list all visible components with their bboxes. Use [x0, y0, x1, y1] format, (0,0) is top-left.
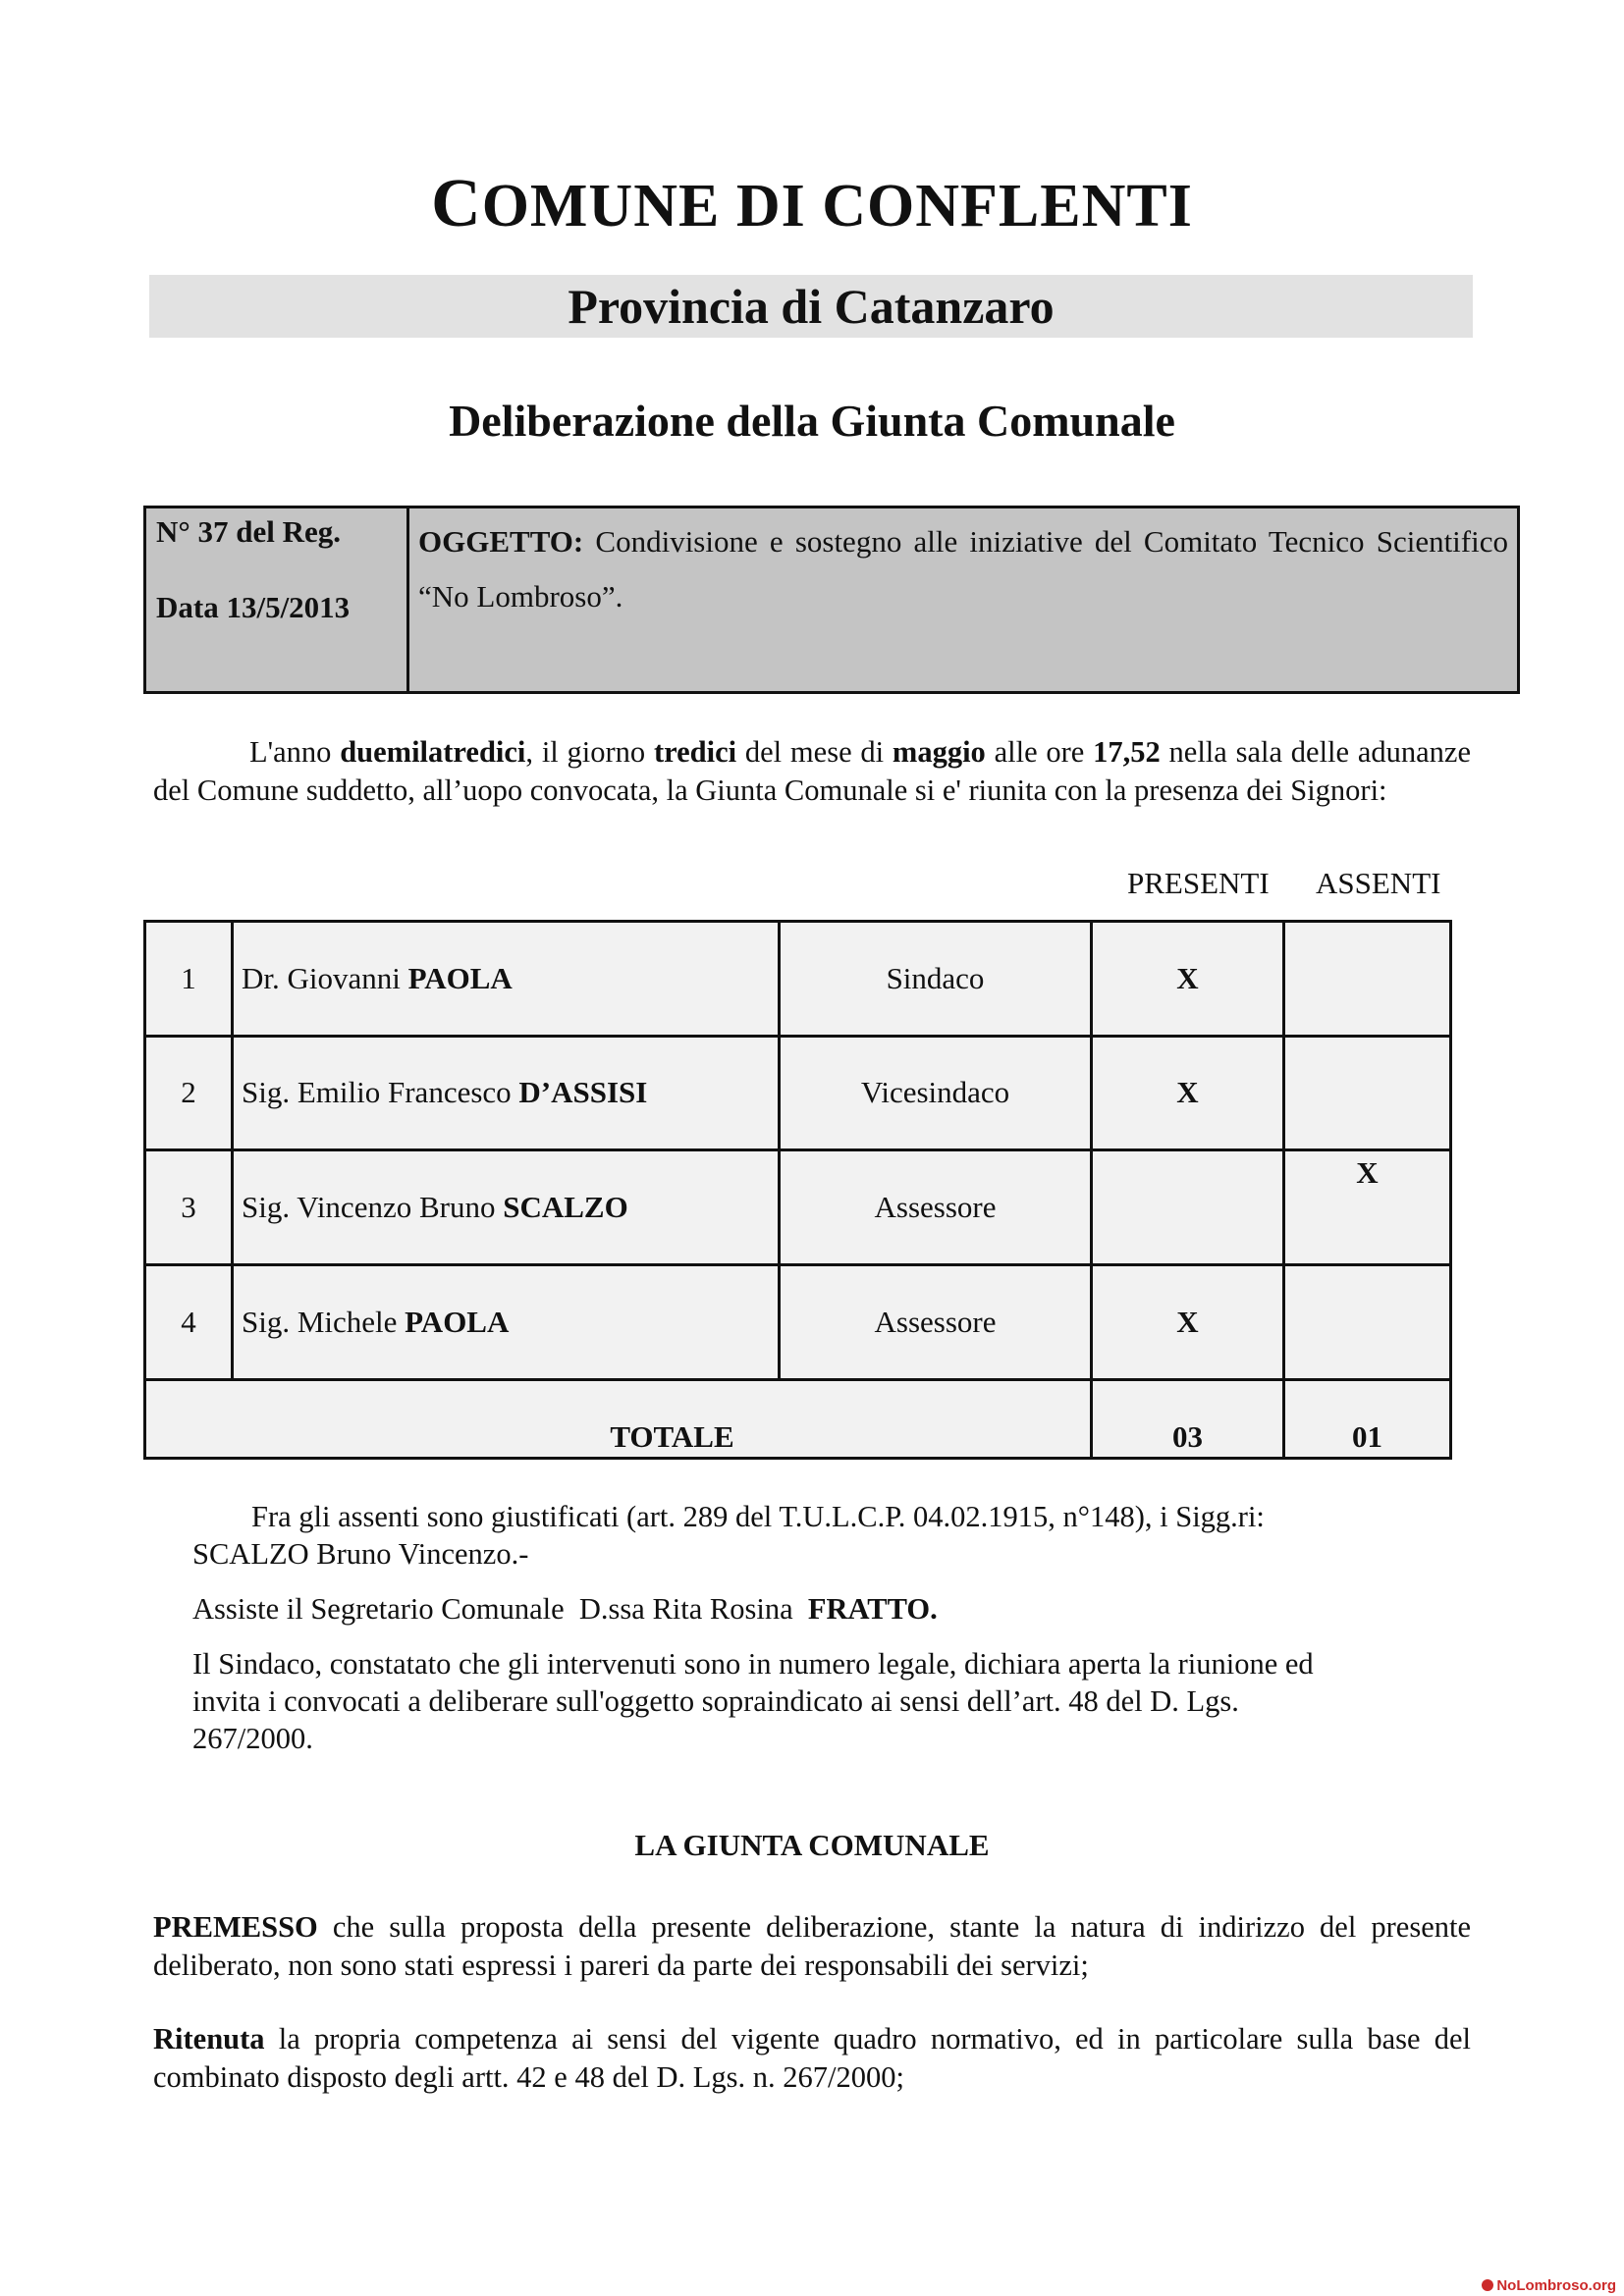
member-title: Sig. Emilio Francesco	[242, 1075, 519, 1110]
member-role: Assessore	[780, 1150, 1092, 1265]
provincia-band	[149, 275, 1473, 338]
premesso-paragraph	[153, 1908, 1471, 1985]
assente-mark: X	[1284, 1150, 1451, 1265]
sindaco-line-1: Il Sindaco, constatato che gli intervenuti sono in numero legale, dichiara aperta la riunione ed	[192, 1647, 1314, 1681]
ritenuta-label: Ritenuta	[153, 2022, 265, 2056]
member-name	[233, 1150, 780, 1265]
intro-bold-anno: duemilatredici	[340, 735, 526, 769]
row-number: 2	[145, 1036, 233, 1150]
member-name	[233, 1036, 780, 1150]
member-role: Sindaco	[780, 922, 1092, 1037]
member-title: Sig. Michele	[242, 1304, 406, 1339]
presente-mark	[1092, 1150, 1284, 1265]
row-number: 3	[145, 1150, 233, 1265]
assenti-header: ASSENTI	[1316, 866, 1441, 900]
totale-row	[145, 1379, 1451, 1459]
registro-oggetto	[418, 514, 1508, 624]
presenti-header: PRESENTI	[1127, 866, 1270, 900]
attendance-table	[143, 920, 1452, 1460]
giustificati-line-1: Fra gli assenti sono giustificati (art. 289 del T.U.L.C.P. 04.02.1915, n°148), i Sigg.ri:	[251, 1500, 1265, 1533]
oggetto-label: OGGETTO:	[418, 524, 584, 559]
member-title: Dr. Giovanni	[242, 960, 408, 995]
intro-text: L'anno	[249, 735, 341, 769]
watermark-logo	[1482, 2277, 1616, 2294]
presente-mark: X	[1092, 1036, 1284, 1150]
member-surname: D’ASSISI	[518, 1075, 648, 1110]
member-name	[233, 922, 780, 1037]
intro-bold-ore: 17,52	[1093, 735, 1161, 769]
presente-mark: X	[1092, 1264, 1284, 1379]
totale-label: TOTALE	[145, 1379, 1092, 1459]
totale-presenti: 03	[1092, 1379, 1284, 1459]
table-row	[145, 1150, 1451, 1265]
registro-numero: N° 37 del Reg.	[156, 514, 342, 549]
assente-mark	[1284, 922, 1451, 1037]
intro-bold-giorno: tredici	[653, 735, 737, 769]
registro-box	[143, 506, 1520, 694]
segretario-line	[192, 1590, 938, 1629]
comune-title-rest: OMUNE DI CONFLENTI	[481, 173, 1193, 240]
segretario-text: Assiste il Segretario Comunale D.ssa Rita Rosina	[192, 1592, 808, 1626]
logo-dot-icon	[1482, 2279, 1493, 2291]
row-number: 1	[145, 922, 233, 1037]
intro-text: alle ore	[985, 735, 1094, 769]
giunta-section-title: LA GIUNTA COMUNALE	[634, 1828, 990, 1862]
member-title: Sig. Vincenzo Bruno	[242, 1190, 504, 1225]
segretario-nome: FRATTO.	[807, 1592, 938, 1626]
comune-title	[147, 165, 1477, 243]
member-surname: PAOLA	[407, 960, 513, 995]
oggetto-text: Condivisione e sostegno alle iniziative del Comitato Tecnico Scientifico “No Lombroso”.	[418, 524, 1508, 614]
deliberazione-title: Deliberazione della Giunta Comunale	[449, 396, 1175, 446]
table-row	[145, 1264, 1451, 1379]
intro-text: del mese di	[736, 735, 893, 769]
sindaco-line-2: invita i convocati a deliberare sull'oggetto sopraindicato ai sensi dell’art. 48 del D. Lgs.	[192, 1684, 1239, 1718]
ritenuta-paragraph	[153, 2020, 1471, 2097]
giustificati-line-2: SCALZO Bruno Vincenzo.-	[192, 1537, 529, 1571]
registro-data: Data 13/5/2013	[156, 590, 351, 624]
intro-text: nella sala delle adunanze del Comune suddetto, all’uopo convocata, la Giunta Comunale si e' riunita con la presenza dei Signori:	[153, 735, 1471, 807]
sindaco-line-3: 267/2000.	[192, 1722, 313, 1755]
assente-mark	[1284, 1036, 1451, 1150]
intro-paragraph	[153, 733, 1471, 810]
premesso-text: che sulla proposta della presente deliberazione, stante la natura di indirizzo del presente deliberato, non sono stati espressi i pareri da parte dei responsabili dei servizi;	[153, 1910, 1471, 1982]
watermark-text: NoLombroso.org	[1496, 2277, 1616, 2294]
comune-title-initial: C	[431, 166, 482, 241]
assente-mark	[1284, 1264, 1451, 1379]
member-name	[233, 1264, 780, 1379]
registro-divider	[406, 508, 409, 691]
member-surname: SCALZO	[503, 1190, 628, 1225]
row-number: 4	[145, 1264, 233, 1379]
table-row	[145, 922, 1451, 1037]
presente-mark: X	[1092, 922, 1284, 1037]
provincia-title: Provincia di Catanzaro	[568, 279, 1055, 334]
member-role: Assessore	[780, 1264, 1092, 1379]
member-role: Vicesindaco	[780, 1036, 1092, 1150]
premesso-label: PREMESSO	[153, 1910, 318, 1944]
member-surname: PAOLA	[405, 1304, 510, 1339]
table-row	[145, 1036, 1451, 1150]
ritenuta-text: la propria competenza ai sensi del vigente quadro normativo, ed in particolare sulla base del combinato disposto degli artt. 42 e 48 del D. Lgs. n. 267/2000;	[153, 2022, 1471, 2094]
totale-assenti: 01	[1284, 1379, 1451, 1459]
intro-text: , il giorno	[525, 735, 654, 769]
intro-bold-mese: maggio	[892, 735, 986, 769]
